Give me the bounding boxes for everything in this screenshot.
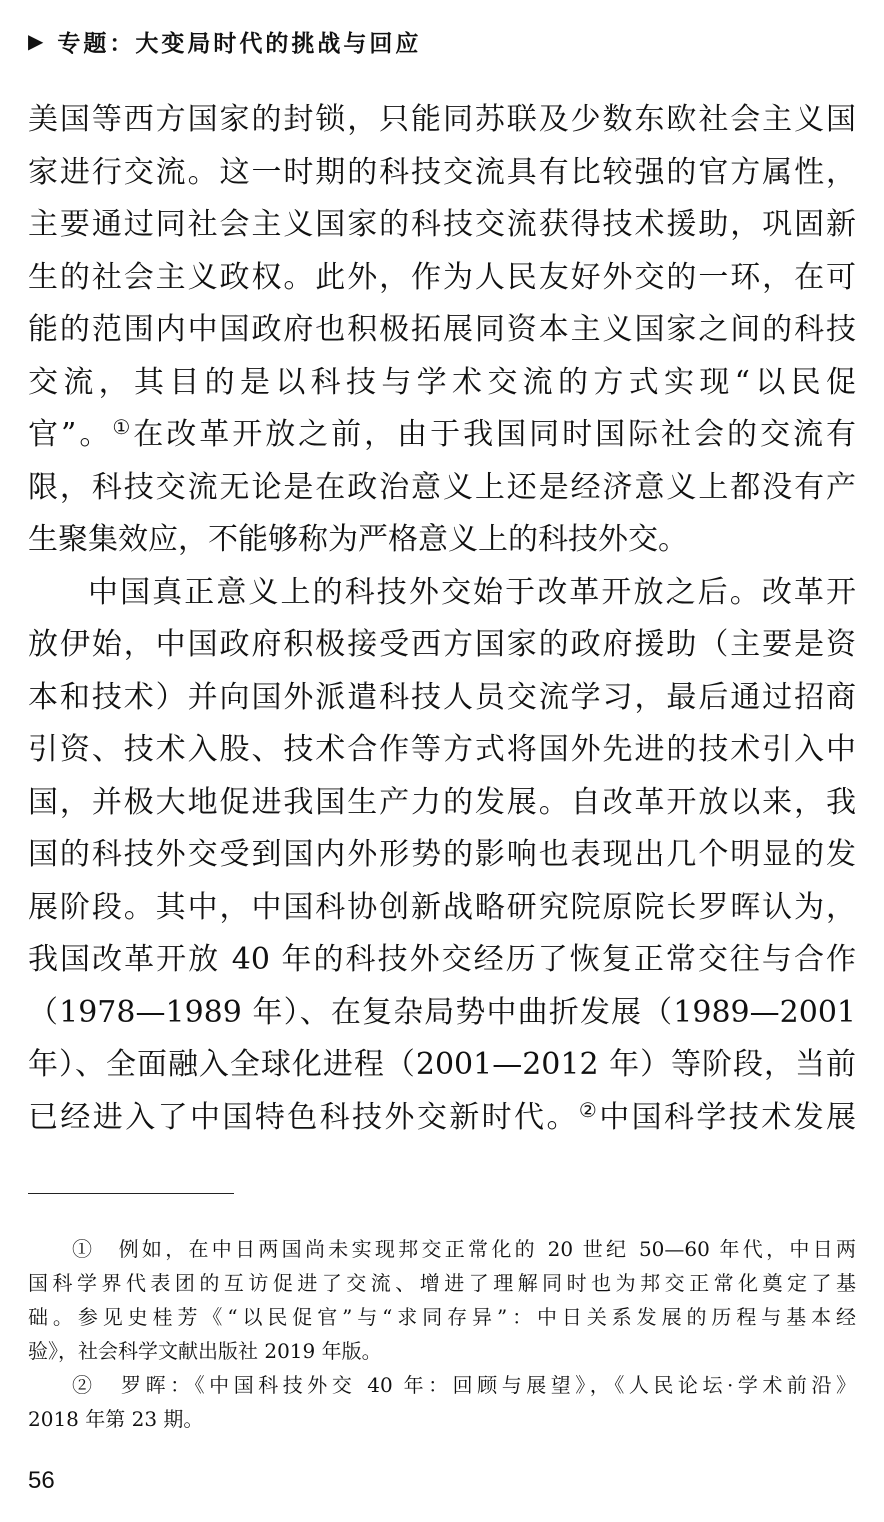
body-line: 主要通过同社会主义国家的科技交流获得技术援助，巩固新 — [28, 207, 856, 242]
footnote-line: 验》，社会科学文献出版社 2019 年版。 — [28, 1339, 382, 1363]
body-line: 家进行交流。这一时期的科技交流具有比较强的官方属性， — [28, 154, 856, 190]
body-line: 本和技术）并向国外派遣科技人员交流学习，最后通过招商 — [28, 679, 856, 715]
footnotes — [28, 1232, 856, 1436]
running-header — [28, 24, 421, 58]
body-line-segment: 已经进入了中国特色科技外交新时代。 — [28, 1099, 579, 1135]
body-line-segment: 在改革开放之前，由于我国同时国际社会的交流有 — [133, 417, 856, 452]
body-line: 国的科技外交受到国内外形势的影响也表现出几个明显的发 — [28, 837, 856, 872]
header-triangle-icon: ▶ — [28, 29, 44, 53]
footnote-line: ② 罗晖：《中国科技外交 40 年：回顾与展望》，《人民论坛·学术前沿》 — [72, 1373, 856, 1397]
body-line: 国，并极大地促进我国生产力的发展。自改革开放以来，我 — [28, 784, 856, 820]
body-line: 生的社会主义政权。此外，作为人民友好外交的一环，在可 — [28, 259, 856, 295]
body-line: 限，科技交流无论是在政治意义上还是经济意义上都没有产 — [28, 469, 856, 505]
body-line: 年）、全面融入全球化进程（2001—2012 年）等阶段，当前 — [28, 1047, 856, 1082]
body-line — [28, 1092, 856, 1145]
body-line: （1978—1989 年）、在复杂局势中曲折发展（1989—2001 — [28, 994, 856, 1030]
section-title: 专题：大变局时代的挑战与回应 — [57, 30, 422, 57]
body-line: 生聚集效应，不能够称为严格意义上的科技外交。 — [28, 522, 688, 557]
body-line-segment: 官”。 — [28, 417, 113, 452]
footnote-line: ① 例如，在中日两国尚未实现邦交正常化的 20 世纪 50—60 年代，中日两 — [72, 1237, 856, 1261]
page-number: 56 — [28, 1467, 55, 1494]
body-text — [28, 94, 856, 1144]
body-line: 我国改革开放 40 年的科技外交经历了恢复正常交往与合作 — [28, 942, 856, 977]
body-line: 放伊始，中国政府积极接受西方国家的政府援助（主要是资 — [28, 627, 856, 662]
body-line-segment: 中国科学技术发展 — [599, 1099, 856, 1135]
body-line — [28, 409, 856, 462]
footnote-reference-1[interactable]: ① — [112, 415, 134, 439]
footnote-divider — [28, 1193, 234, 1194]
body-line: 能的范围内中国政府也积极拓展同资本主义国家之间的科技 — [28, 312, 856, 347]
body-line: 美国等西方国家的封锁，只能同苏联及少数东欧社会主义国 — [28, 102, 856, 137]
body-line: 交流，其目的是以科技与学术交流的方式实现“以民促 — [28, 364, 856, 400]
footnote-line: 国科学界代表团的互访促进了交流、增进了理解同时也为邦交正常化奠定了基 — [28, 1271, 856, 1295]
body-line: 引资、技术入股、技术合作等方式将国外先进的技术引入中 — [28, 732, 856, 767]
footnote-reference-2[interactable]: ② — [578, 1097, 600, 1122]
body-line: 中国真正意义上的科技外交始于改革开放之后。改革开 — [88, 574, 856, 610]
footnote-line: 础。参见史桂芳《“以民促官”与“求同存异”：中日关系发展的历程与基本经 — [28, 1305, 856, 1329]
footnote-line: 2018 年第 23 期。 — [28, 1407, 204, 1431]
body-line: 展阶段。其中，中国科协创新战略研究院原院长罗晖认为， — [28, 889, 856, 925]
